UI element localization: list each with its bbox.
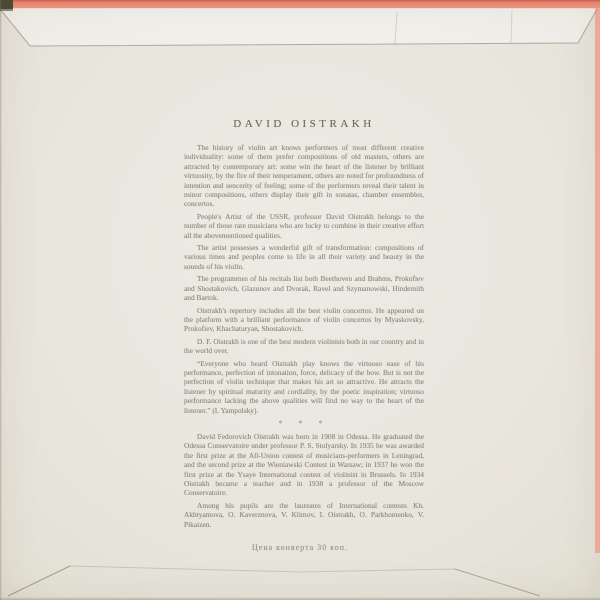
liner-notes-paragraph: David Fedorovich Oistrakh was born in 1908 in Odessa. He graduated the Odessa Conservatoire under professor P. S. Stolyarsky. In 1935 he was awarded the first prize at the All-Union contest of musicians-performers in Leningrad, and the second prize at the Wieniawski Contest in Warsaw; in 1937 he won the first prize at the Ysaye International contest of violinist in Brussels. In 1934 Oistrakh became a teacher and in 1938 a professor of the Moscow Conservatoire.: [184, 431, 424, 498]
album-title: DAVID OISTRAKH: [233, 118, 375, 130]
liner-notes-block: [184, 118, 424, 532]
liner-notes-paragraph: D. F. Oistrakh is one of the best modern violinists both in our country and in the world over.: [184, 336, 424, 356]
liner-notes-paragraph: Among his pupils are the laureates of International contests Kh. Akhtyamova, O. Kaverznova, V. Klimov, I. Oistrakh, O. Parkhomenko, V. Pikaizen.: [184, 500, 424, 529]
liner-notes-paragraph: Oistrakh's repertory includes all the best violin concertos. He appeared on the platform with a brilliant performance of violin concertos by Myaskovsky, Prokofiev, Khachaturyan, Shostakovich.: [184, 305, 424, 334]
asterisk-separator: * * *: [278, 418, 330, 428]
front-cover-top-edge-strip: [0, 0, 600, 8]
front-cover-right-edge-strip: [595, 8, 600, 553]
liner-notes-paragraph: “Everyone who heard Oistrakh play knows the virtuoso ease of his performance, perfection of intonation, force, delicacy of the bow. But is not the perfection of violin technique that makes his art so attractive. He attracts the listener by spiritual maturity and cordiality, by the poetic inspiration; virtuoso performance lacking the above qualities will find no way to the heart of the listener.” (I. Yampolsky).: [184, 358, 424, 415]
liner-notes-paragraph: People's Artist of the USSR, professor David Oistrakh belongs to the number of those rare musicians who are lucky to combine in their creative effort all the abovementioned qualities.: [184, 211, 424, 240]
liner-notes-paragraph: The artist possesses a wonderful gift of transformation: compositions of various times and peoples come to life in all their variety and beauty in the sounds of his violin.: [184, 243, 424, 271]
price-note: Цена конверта 30 коп.: [251, 543, 348, 552]
photo-left-edge-shadow: [0, 0, 2, 600]
liner-notes-paragraph: The programmes of his recitals list both Beethoven and Brahms, Prokofiev and Shostakovich, Glazunov and Dvorak, Ravel and Szymanowski, Hindemith and Bartok.: [184, 274, 424, 303]
liner-notes-paragraph: The history of violin art knows performers of most different creative individuality: some of them prefer compositions of old masters, others are attracted by contemporary art: some win the heart of the listener by brilliant virtuosity, by the fire of their temperament, others are noted for profoundness of intention and sencerity of feeling; some of the performers reveal their talent in minor compositions, others display their gift in sonatas, chamber ensembles, concertos.: [184, 143, 424, 209]
